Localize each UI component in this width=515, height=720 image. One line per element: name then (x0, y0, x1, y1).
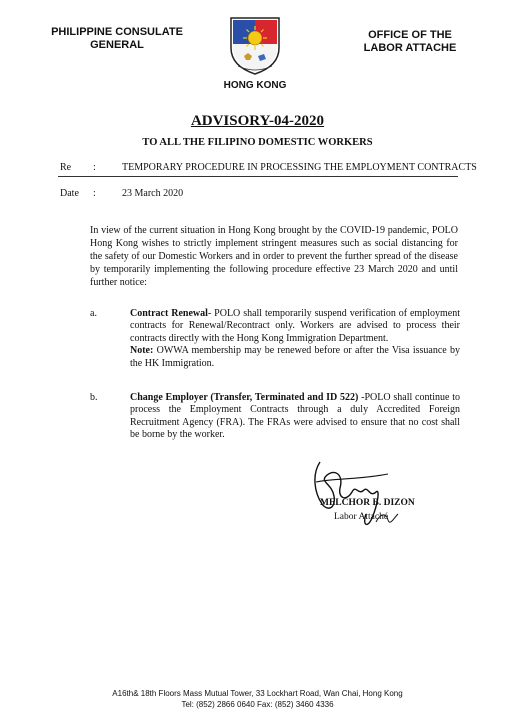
item-b-heading: Change Employer (Transfer, Terminated and ID 522) (130, 392, 359, 403)
re-label: Re (60, 162, 72, 173)
item-a-heading: Contract Renewal (130, 308, 208, 319)
signatory-name: MELCHOR B. DIZON (320, 498, 415, 508)
date-colon: : (93, 188, 96, 199)
footer-address: A16th& 18th Floors Mass Mutual Tower, 33 Lockhart Road, Wan Chai, Hong Kong (112, 689, 403, 698)
footer (0, 688, 515, 710)
item-b-label: b. (90, 392, 98, 403)
date-label: Date (60, 188, 79, 199)
re-colon: : (93, 162, 96, 173)
re-value: TEMPORARY PROCEDURE IN PROCESSING THE EMPLOYMENT CONTRACTS (122, 162, 477, 173)
consulate-header (42, 26, 192, 52)
intro-paragraph: In view of the current situation in Hong Kong brought by the COVID-19 pandemic, POLO Hong Kong wishes to strictly implement stringent measures such as social distancing for the safety of our Domestic Workers and in order to prevent the further spread of the disease by temporarily implementing the following procedure effective 23 March 2020 and until further notice: (90, 225, 458, 288)
footer-contact: Tel: (852) 2866 0640 Fax: (852) 3460 4336 (181, 700, 334, 709)
item-a-note-text: OWWA membership may be renewed before or after the Visa issuance by the HK Immigration. (130, 345, 460, 369)
labor-office-line-1: OFFICE OF THE (368, 29, 452, 41)
item-a-label: a. (90, 308, 97, 319)
item-a-text: - POLO shall temporarily suspend verification of employment contracts for Renewal/Recontract only. Workers are advised to process their contracts directly with the Hong Kong Immigration Department. (130, 308, 460, 344)
item-a (130, 308, 460, 370)
date-value: 23 March 2020 (122, 188, 184, 199)
item-b (130, 392, 460, 442)
signatory-title: Labor Attaché (334, 512, 389, 522)
consulate-line-1: PHILIPPINE CONSULATE (51, 26, 183, 38)
philippine-seal-icon (226, 14, 284, 76)
labor-office-header (335, 29, 485, 55)
labor-office-line-2: LABOR ATTACHE (363, 42, 457, 54)
consulate-line-2: GENERAL (90, 39, 144, 51)
item-a-note-label: Note: (130, 345, 154, 357)
advisory-subtitle: TO ALL THE FILIPINO DOMESTIC WORKERS (142, 137, 373, 148)
divider (58, 176, 458, 177)
item-b-text: -POLO shall continue to process the Employment Contracts through a duly Accredited Foreign Recruitment Agency (FRA). The FRAs were advised to ensure that no cost shall be borne by the worker. (130, 392, 461, 441)
advisory-title: ADVISORY-04-2020 (190, 113, 325, 129)
city-label: HONG KONG (223, 80, 287, 91)
